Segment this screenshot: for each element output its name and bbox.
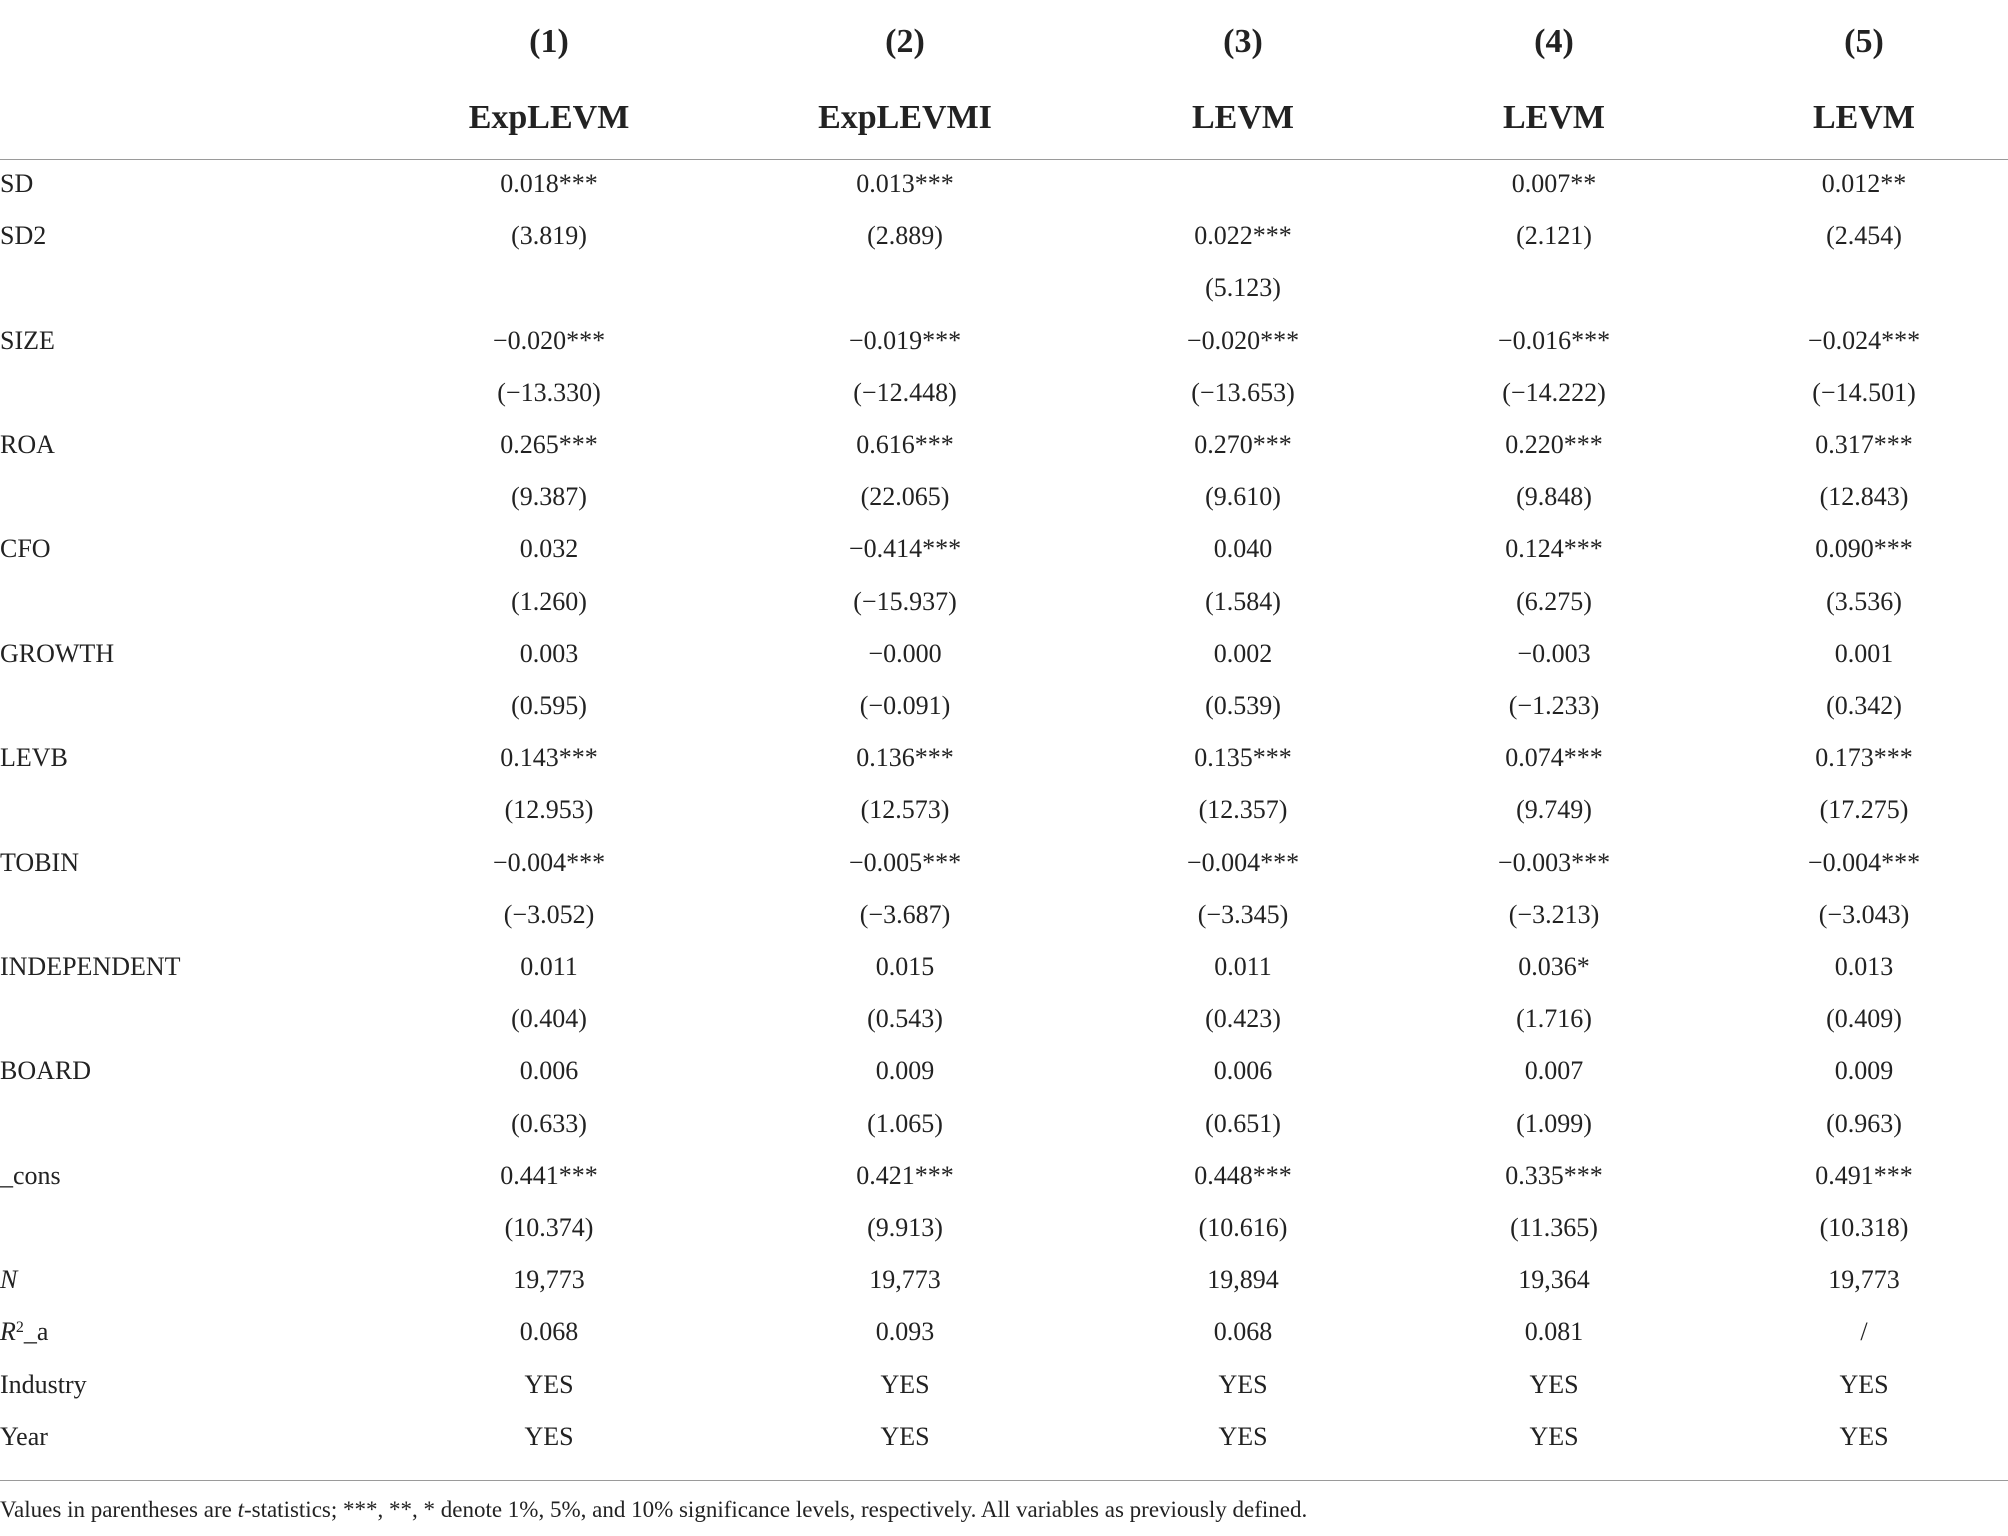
table-cell: 0.441*** (500, 1160, 598, 1190)
table-cell: (9.387) (511, 482, 587, 512)
table-cell: (−3.687) (859, 899, 951, 929)
table-cell: −0.005*** (848, 847, 962, 877)
table-row (0, 210, 2008, 262)
table-cell: (12.357) (1198, 795, 1288, 825)
table-cell: 0.068 (1213, 1317, 1273, 1347)
table-cell: −0.020*** (492, 325, 606, 355)
table-cell: 0.009 (1834, 1056, 1894, 1086)
table-row (0, 628, 2008, 680)
table-row (0, 419, 2008, 471)
table-cell: (0.342) (1826, 691, 1902, 720)
table-row (0, 1098, 2008, 1150)
table-cell: (0.423) (1205, 1004, 1281, 1034)
table-row (0, 1150, 2008, 1202)
table-cell: (−3.043) (1818, 899, 1910, 929)
table-row (0, 941, 2008, 993)
table-cell: 0.040 (1213, 534, 1273, 564)
row-label: N (0, 1265, 18, 1295)
table-cell: (9.749) (1516, 795, 1592, 825)
table-cell: (9.848) (1516, 482, 1592, 512)
note-text-after: -statistics; ***, **, * denote 1%, 5%, and 10% significance levels, respectively. All variables as previously defined. (243, 1497, 1308, 1522)
table-cell: −0.003 (1517, 638, 1591, 668)
table-cell: 0.013 (1834, 952, 1894, 981)
table-cell: (12.573) (860, 795, 950, 825)
row-label: TOBIN (0, 847, 79, 877)
table-cell: 0.012** (1821, 169, 1907, 198)
table-cell: 0.081 (1524, 1317, 1584, 1347)
table-cell: 0.421*** (856, 1160, 954, 1190)
table-cell: 0.448*** (1194, 1160, 1292, 1190)
table-cell: (−1.233) (1508, 691, 1600, 720)
col-number: (3) (1223, 23, 1263, 60)
table-cell: 0.018*** (500, 169, 598, 198)
row-label: LEVB (0, 743, 68, 773)
header-row-names (0, 88, 2008, 148)
table-cell: YES (1218, 1369, 1268, 1399)
table-cell: 0.009 (875, 1056, 935, 1086)
table-cell: 19,773 (869, 1265, 941, 1295)
header-row-numbers (0, 12, 2008, 72)
table-cell: (9.913) (867, 1213, 943, 1242)
table-row (0, 1045, 2008, 1097)
table-cell: (0.651) (1205, 1108, 1281, 1138)
table-cell: (1.716) (1516, 1004, 1592, 1034)
table-cell: (6.275) (1516, 586, 1592, 616)
table-cell: YES (524, 1369, 574, 1399)
table-cell: 0.036* (1518, 952, 1590, 981)
col-number: (2) (885, 23, 925, 60)
table-cell: −0.003*** (1497, 847, 1611, 877)
table-cell: 0.265*** (500, 430, 598, 459)
table-cell: −0.024*** (1807, 325, 1921, 355)
table-cell: 19,894 (1207, 1265, 1279, 1295)
row-label: _cons (0, 1160, 61, 1190)
col-name: LEVM (1503, 99, 1605, 136)
table-row (0, 471, 2008, 523)
table-row (0, 1306, 2008, 1358)
table-cell: (−14.501) (1812, 377, 1916, 407)
table-cell: −0.004*** (492, 847, 606, 877)
row-label-rest: _a (23, 1317, 49, 1347)
table-cell: (−13.330) (497, 377, 601, 407)
table-cell: (1.065) (867, 1108, 943, 1138)
table-row (0, 158, 2008, 210)
table-cell: YES (1839, 1369, 1889, 1399)
col-name: ExpLEVMI (818, 99, 992, 136)
table-cell: (−15.937) (853, 586, 957, 616)
table-row (0, 1202, 2008, 1254)
table-cell: (3.536) (1826, 586, 1902, 616)
table-cell: (5.123) (1205, 273, 1281, 303)
table-cell: / (1860, 1317, 1868, 1347)
table-row (0, 784, 2008, 836)
table-cell: (1.584) (1205, 586, 1281, 616)
table-cell: (−14.222) (1502, 377, 1606, 407)
table-cell: (−12.448) (853, 377, 957, 407)
table-cell: YES (880, 1369, 930, 1399)
table-cell: (17.275) (1819, 795, 1909, 825)
table-cell: 0.143*** (500, 743, 598, 773)
col-name: ExpLEVM (468, 99, 630, 136)
table-cell: (2.454) (1826, 221, 1902, 251)
col-name: LEVM (1813, 99, 1915, 136)
table-cell: YES (1529, 1421, 1579, 1451)
table-cell: 0.220*** (1505, 430, 1603, 459)
table-cell: 0.135*** (1194, 743, 1292, 773)
table-cell: 0.335*** (1505, 1160, 1603, 1190)
table-cell: 19,773 (513, 1265, 585, 1295)
table-cell: (0.633) (511, 1108, 587, 1138)
row-label: SIZE (0, 325, 55, 355)
col-number: (5) (1844, 23, 1884, 60)
table-cell: (0.595) (511, 691, 587, 720)
table-cell: (1.260) (511, 586, 587, 616)
table-row (0, 837, 2008, 889)
table-cell: YES (1218, 1421, 1268, 1451)
table-cell: 0.491*** (1815, 1160, 1913, 1190)
table-cell: (9.610) (1205, 482, 1281, 512)
table-cell: −0.004*** (1807, 847, 1921, 877)
table-cell: 19,364 (1518, 1265, 1590, 1295)
table-cell: 0.090*** (1815, 534, 1913, 564)
table-cell: (0.409) (1826, 1004, 1902, 1034)
table-cell: (22.065) (860, 482, 950, 512)
table-cell: 0.136*** (856, 743, 954, 773)
row-label: CFO (0, 534, 51, 564)
table-row (0, 262, 2008, 314)
table-cell: 0.011 (520, 952, 578, 981)
table-cell: 0.006 (519, 1056, 579, 1086)
table-cell: (2.121) (1516, 221, 1592, 251)
table-cell: 0.022*** (1194, 221, 1292, 251)
footer-rule (0, 1480, 2008, 1481)
row-label-base: R (0, 1317, 16, 1347)
table-cell: −0.020*** (1186, 325, 1300, 355)
col-number: (1) (529, 23, 569, 60)
table-cell: 0.270*** (1194, 430, 1292, 459)
col-name: LEVM (1192, 99, 1294, 136)
table-cell: 0.002 (1213, 638, 1273, 668)
table-cell: YES (1839, 1421, 1889, 1451)
table-cell: 0.173*** (1815, 743, 1913, 773)
table-cell: (0.404) (511, 1004, 587, 1034)
table-cell: 0.317*** (1815, 430, 1913, 459)
table-cell: −0.004*** (1186, 847, 1300, 877)
row-label: GROWTH (0, 638, 115, 668)
table-cell: (12.843) (1819, 482, 1909, 512)
table-row (0, 576, 2008, 628)
table-cell: 0.006 (1213, 1056, 1273, 1086)
table-row (0, 680, 2008, 732)
table-cell: (3.819) (511, 221, 587, 251)
table-cell: 0.093 (875, 1317, 935, 1347)
table-cell: −0.019*** (848, 325, 962, 355)
table-note (0, 1490, 1307, 1530)
table-cell: (−13.653) (1191, 377, 1295, 407)
table-cell: 0.074*** (1505, 743, 1603, 773)
table-row (0, 315, 2008, 367)
table-cell: (1.099) (1516, 1108, 1592, 1138)
table-cell: (2.889) (867, 221, 943, 251)
table-cell: (10.318) (1819, 1213, 1909, 1242)
table-cell: 0.032 (519, 534, 579, 564)
table-cell: (10.616) (1198, 1213, 1288, 1242)
row-label: ROA (0, 430, 55, 459)
table-cell: 0.001 (1834, 638, 1894, 668)
row-label: SD2 (0, 221, 47, 251)
table-cell: 0.015 (875, 952, 935, 981)
row-label: BOARD (0, 1056, 92, 1086)
table-row (0, 732, 2008, 784)
table-cell: (0.963) (1826, 1108, 1902, 1138)
table-cell: −0.016*** (1497, 325, 1611, 355)
row-label: SD (0, 169, 34, 198)
table-cell: (12.953) (504, 795, 594, 825)
note-text-before: Values in parentheses are (0, 1497, 238, 1522)
table-cell: (0.543) (867, 1004, 943, 1034)
table-cell: (10.374) (504, 1213, 594, 1242)
table-row (0, 1411, 2008, 1463)
row-label-superscript: 2 (15, 1319, 24, 1337)
table-cell: YES (524, 1421, 574, 1451)
table-row (0, 1254, 2008, 1306)
table-cell: 19,773 (1828, 1265, 1900, 1295)
table-cell: 0.124*** (1505, 534, 1603, 564)
table-cell: (−0.091) (859, 691, 951, 720)
table-cell: 0.007** (1511, 169, 1597, 198)
row-label: Industry (0, 1369, 87, 1399)
table-cell: 0.007 (1524, 1056, 1584, 1086)
table-cell: 0.068 (519, 1317, 579, 1347)
table-row (0, 523, 2008, 575)
table-row (0, 993, 2008, 1045)
table-cell: 0.013*** (856, 169, 954, 198)
table-cell: −0.414*** (848, 534, 962, 564)
col-number: (4) (1534, 23, 1574, 60)
table-row (0, 889, 2008, 941)
table-cell: (11.365) (1510, 1213, 1598, 1242)
table-cell: (−3.052) (503, 899, 595, 929)
table-cell: −0.000 (868, 638, 942, 668)
row-label (0, 1306, 48, 1358)
note-text-italic: t (237, 1497, 244, 1522)
table-cell: (−3.345) (1197, 899, 1289, 929)
table-cell: (0.539) (1205, 691, 1281, 720)
table-cell: 0.003 (519, 638, 579, 668)
table-cell: 0.011 (1214, 952, 1272, 981)
row-label: Year (0, 1421, 48, 1451)
table-cell: (−3.213) (1508, 899, 1600, 929)
row-label: INDEPENDENT (0, 952, 181, 981)
table-cell: YES (1529, 1369, 1579, 1399)
table-row (0, 367, 2008, 419)
table-cell: 0.616*** (856, 430, 954, 459)
table-row (0, 1359, 2008, 1411)
table-cell: YES (880, 1421, 930, 1451)
